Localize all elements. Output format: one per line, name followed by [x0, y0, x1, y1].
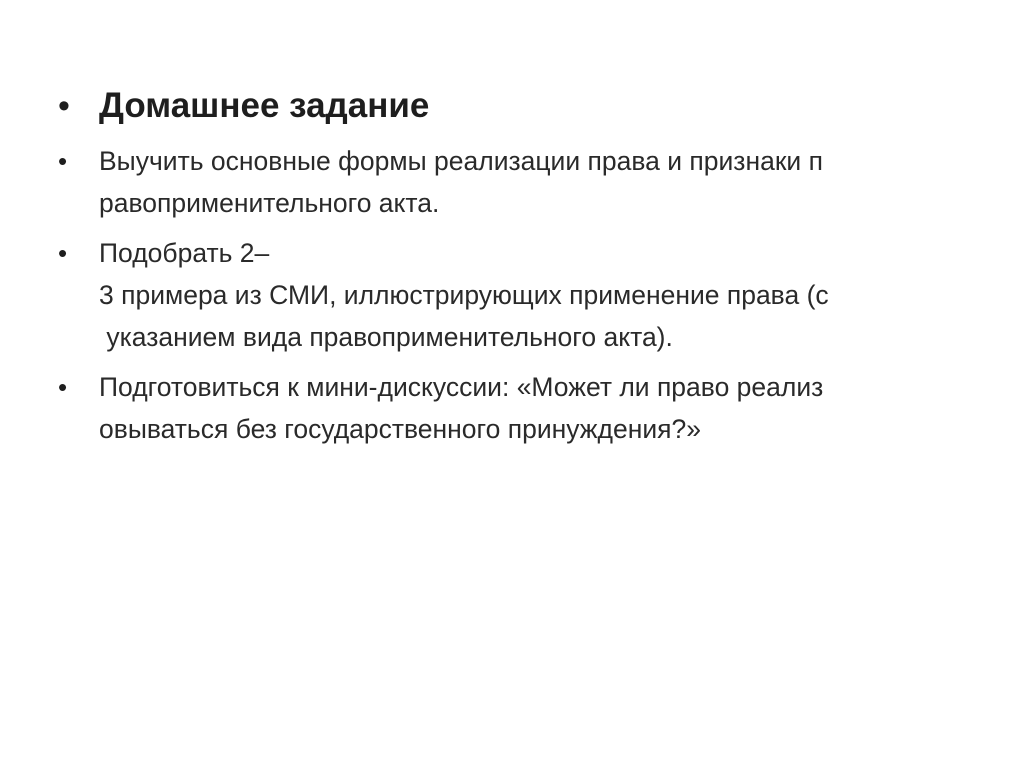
bullet-glyph: • [58, 238, 68, 268]
bullet-glyph: • [58, 146, 68, 176]
list-item-discussion [58, 366, 988, 450]
bullet-list [58, 80, 988, 458]
text-line: равоприменительного акта. [99, 188, 440, 218]
list-item-text [99, 140, 823, 224]
bullet-glyph: • [58, 87, 70, 125]
text-line: 3 примера из СМИ, иллюстрирующих применение права (с [99, 280, 829, 310]
text-line: овываться без государственного принуждения?» [99, 414, 701, 444]
text-line: указанием вида правоприменительного акта). [99, 322, 673, 352]
text-line: Подобрать 2– [99, 238, 270, 268]
list-item-text [99, 366, 823, 450]
list-item-forms [58, 140, 988, 224]
text-line: Выучить основные формы реализации права и признаки п [99, 146, 823, 176]
slide-heading: Домашнее задание [99, 86, 430, 125]
text-line: Подготовиться к мини-дискуссии: «Может ли право реализ [99, 372, 824, 402]
bullet-glyph: • [58, 372, 68, 402]
list-item-text [99, 232, 829, 358]
heading-item [58, 80, 988, 132]
list-item-examples [58, 232, 988, 358]
